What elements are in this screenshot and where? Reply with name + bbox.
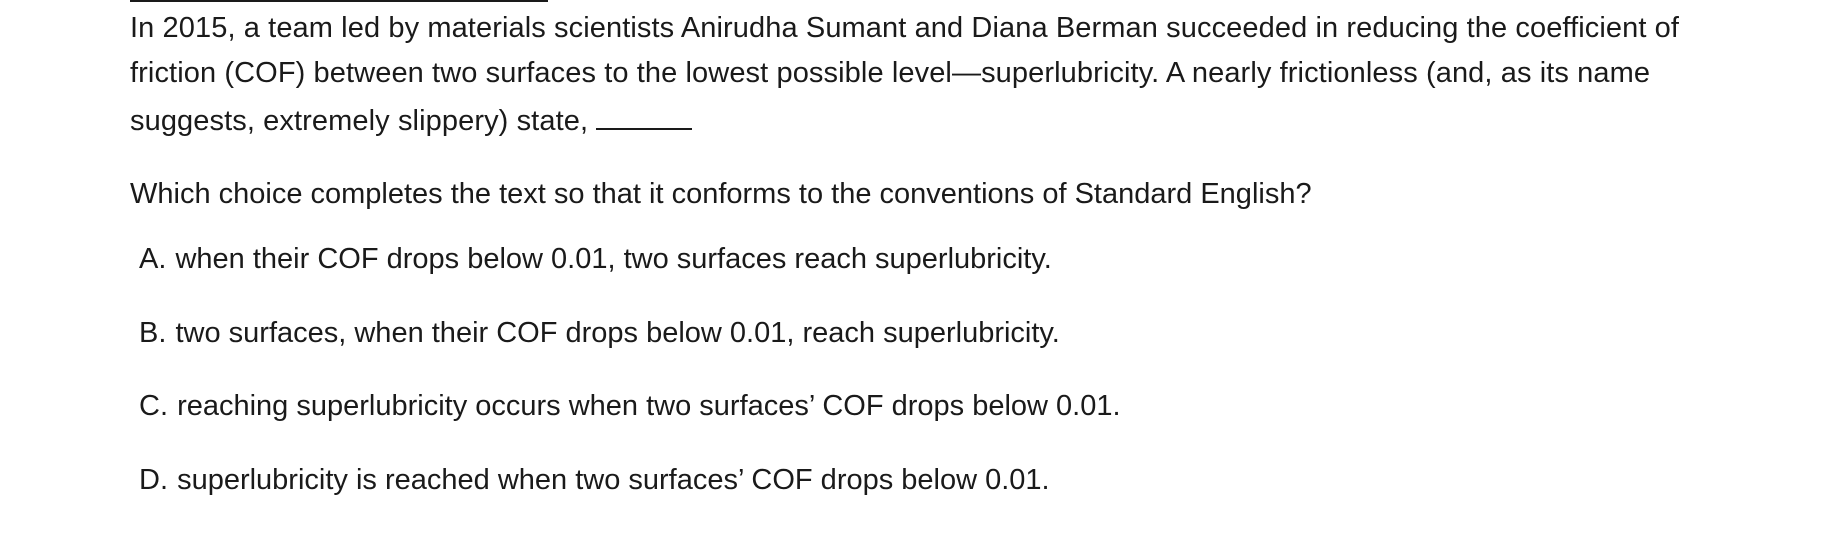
answer-blank (596, 96, 692, 130)
passage (130, 6, 1770, 144)
choice-text: when their COF drops below 0.01, two surfaces reach superlubricity. (175, 243, 1051, 275)
choice-text: superlubricity is reached when two surfaces’ COF drops below 0.01. (177, 464, 1050, 496)
choice-c[interactable] (139, 386, 1121, 460)
choice-letter: C. (139, 390, 168, 422)
choice-a[interactable] (139, 239, 1121, 313)
passage-text: In 2015, a team led by materials scientists Anirudha Sumant and Diana Berman succeeded in reducing the coefficient of friction (COF) between two surfaces to the lowest possible level—superlubricity. A nearly frictionless (and, as its name suggests, extremely slippery) state, (130, 12, 1679, 137)
choice-b[interactable] (139, 313, 1121, 387)
choice-d[interactable] (139, 460, 1121, 533)
question-prompt: Which choice completes the text so that it conforms to the conventions of Standard English? (130, 174, 1312, 214)
answer-choices (139, 239, 1121, 533)
choice-letter: B. (139, 317, 166, 349)
choice-text: two surfaces, when their COF drops below 0.01, reach superlubricity. (175, 317, 1059, 349)
choice-text: reaching superlubricity occurs when two surfaces’ COF drops below 0.01. (177, 390, 1120, 422)
top-divider (130, 0, 548, 2)
choice-letter: D. (139, 464, 168, 496)
choice-letter: A. (139, 243, 166, 275)
